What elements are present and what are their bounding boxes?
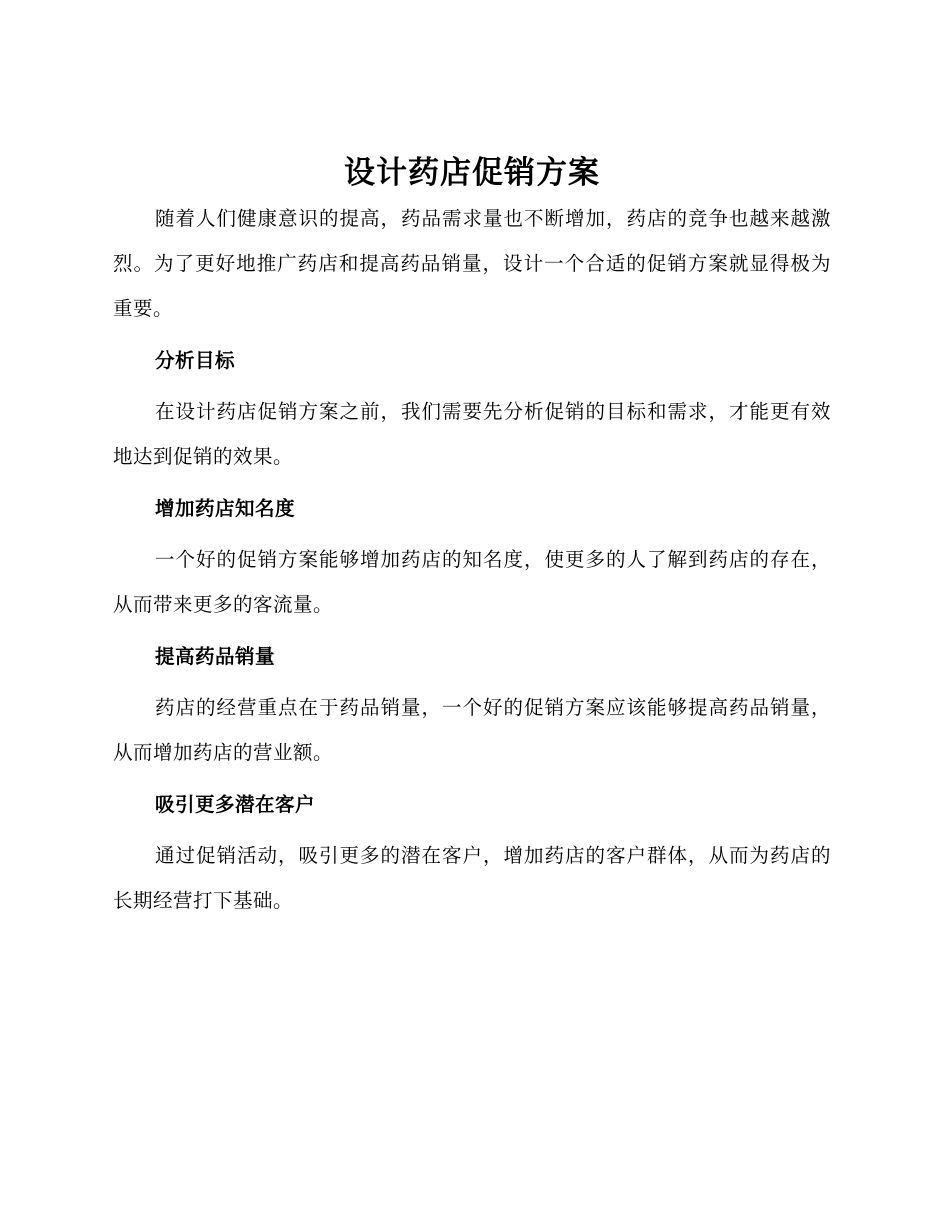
- section-body-increase-sales: 药店的经营重点在于药品销量，一个好的促销方案应该能够提高药品销量，从而增加药店的营业额。: [113, 696, 831, 764]
- intro-paragraph: 随着人们健康意识的提高，药品需求量也不断增加，药店的竞争也越来越激烈。为了更好地推广药店和提高药品销量，设计一个合适的促销方案就显得极为重要。: [113, 207, 831, 320]
- page-title: 设计药店促销方案: [344, 155, 600, 191]
- section-heading-analyze-goals: 分析目标: [155, 349, 236, 372]
- section-heading-increase-sales: 提高药品销量: [155, 645, 276, 668]
- section-heading-brand-awareness: 增加药店知名度: [155, 497, 296, 520]
- section-body-attract-customers: 通过促销活动，吸引更多的潜在客户，增加药店的客户群体，从而为药店的长期经营打下基础。: [113, 844, 831, 912]
- section-body-analyze-goals: 在设计药店促销方案之前，我们需要先分析促销的目标和需求，才能更有效地达到促销的效果。: [113, 400, 831, 468]
- document-page: [113, 150, 831, 923]
- section-body-brand-awareness: 一个好的促销方案能够增加药店的知名度，使更多的人了解到药店的存在，从而带来更多的客流量。: [113, 548, 831, 616]
- section-heading-attract-customers: 吸引更多潜在客户: [155, 793, 316, 816]
